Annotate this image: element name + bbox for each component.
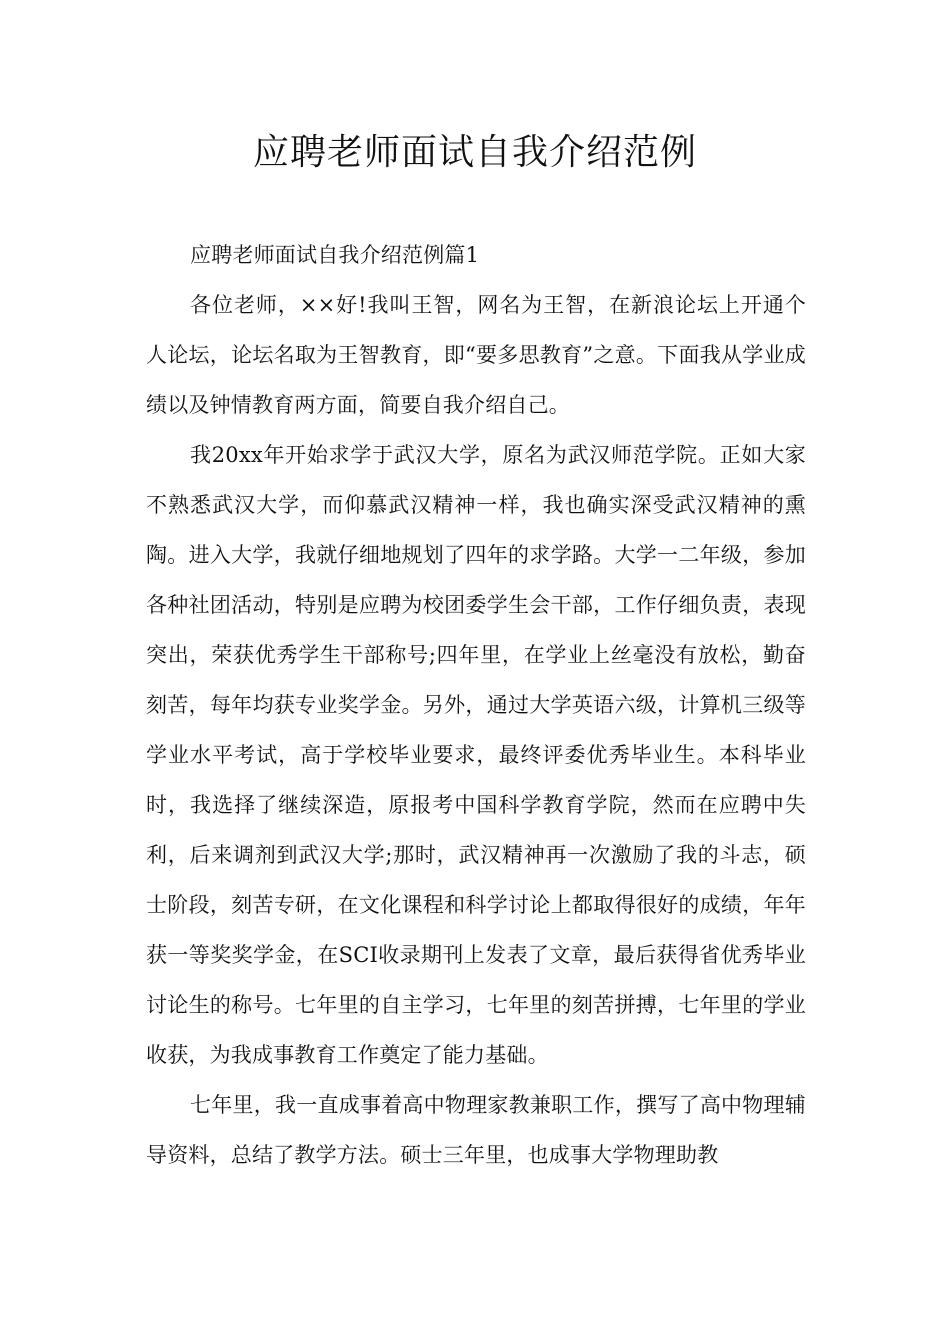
document-body: [146, 230, 806, 1180]
paragraph-education: 我20xx年开始求学于武汉大学，原名为武汉师范学院。正如大家不熟悉武汉大学，而仰慕武汉精神一样，我也确实深受武汉精神的熏陶。进入大学，我就仔细地规划了四年的求学路。大学一二年级，参加各种社团活动，特别是应聘为校团委学生会干部，工作仔细负责，表现突出，荣获优秀学生干部称号;四年里，在学业上丝毫没有放松，勤奋刻苦，每年均获专业奖学金。另外，通过大学英语六级，计算机三级等学业水平考试，高于学校毕业要求，最终评委优秀毕业生。本科毕业时，我选择了继续深造，原报考中国科学教育学院，然而在应聘中失利，后来调剂到武汉大学;那时，武汉精神再一次激励了我的斗志，硕士阶段，刻苦专研，在文化课程和科学讨论上都取得很好的成绩，年年获一等奖奖学金，在SCI收录期刊上发表了文章，最后获得省优秀毕业讨论生的称号。七年里的自主学习，七年里的刻苦拼搏，七年里的学业收获，为我成事教育工作奠定了能力基础。: [146, 443, 806, 1067]
document-title: 应聘老师面试自我介绍范例: [252, 132, 697, 173]
section-heading: 应聘老师面试自我介绍范例篇1: [190, 243, 480, 267]
paragraph-teaching: 七年里，我一直成事着高中物理家教兼职工作，撰写了高中物理辅导资料，总结了教学方法。硕士三年里，也成事大学物理助教: [146, 1093, 806, 1167]
paragraph-intro: 各位老师，××好!我叫王智，网名为王智，在新浪论坛上开通个人论坛，论坛名取为王智教育，即“要多思教育”之意。下面我从学业成绩以及钟情教育两方面，简要自我介绍自己。: [146, 293, 806, 417]
